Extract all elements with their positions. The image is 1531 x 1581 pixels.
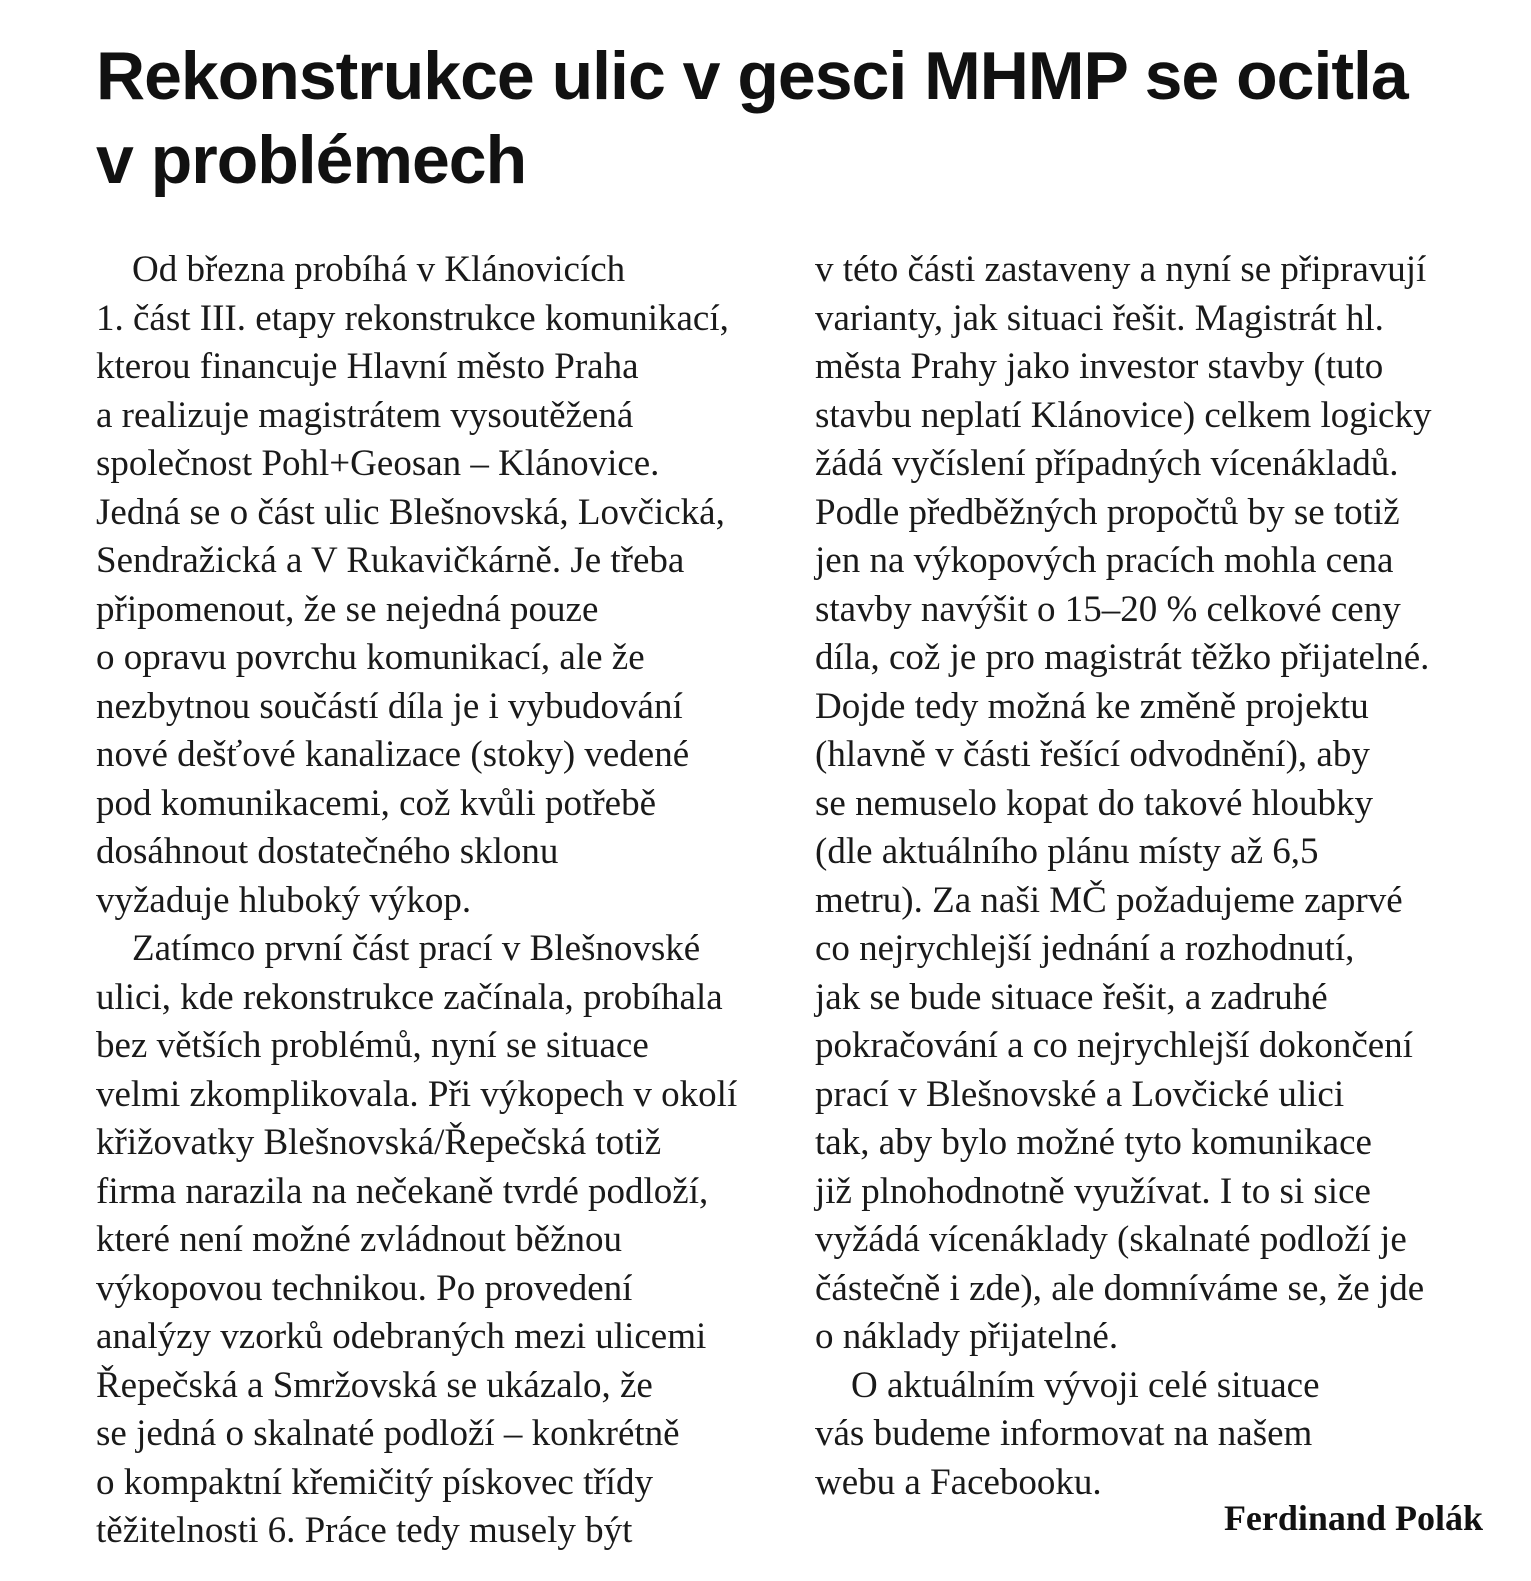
text-line: Dojde tedy možná ke změně projektu [815,685,1369,727]
text-line: které není možné zvládnout běžnou [96,1219,623,1260]
text-line: kterou financuje Hlavní město Praha [96,346,639,387]
text-line: velmi zkomplikovala. Při výkopech v okolí [96,1073,738,1115]
text-line: vyžádá vícenáklady (skalnaté podloží je [815,1219,1407,1260]
text-line: se nemuselo kopat do takové hloubky [815,782,1373,824]
text-line: Zatímco první část prací v Blešnovské [132,928,701,969]
text-line: o náklady přijatelné. [815,1316,1119,1357]
text-line: (dle aktuálního plánu místy až 6,5 [815,831,1319,872]
text-line: města Prahy jako investor stavby (tuto [815,346,1384,387]
text-line: žádá vyčíslení případných vícenákladů. [815,443,1399,484]
text-line: společnost Pohl+Geosan – Klánovice. [96,443,660,484]
text-line: o kompaktní křemičitý pískovec třídy [96,1461,653,1503]
text-line: Jedná se o část ulic Blešnovská, Lovčická, [96,491,725,533]
text-line: webu a Facebooku. [815,1461,1102,1503]
text-line: Od března probíhá v Klánovicích [132,249,626,290]
text-line: již plnohodnotně využívat. I to si sice [815,1170,1371,1212]
text-line: tak, aby bylo možné tyto komunikace [815,1122,1372,1163]
article-column-left [96,246,786,1556]
text-line: o opravu povrchu komunikací, ale že [96,637,645,678]
text-line: v této části zastaveny a nyní se připravují [815,249,1427,290]
text-line: se jedná o skalnaté podloží – konkrétně [96,1413,680,1454]
text-line: připomenout, že se nejedná pouze [96,588,599,630]
text-line: nezbytnou součástí díla je i vybudování [96,685,683,727]
article-title [96,34,1476,202]
article-column-right [815,246,1505,1507]
article-title-line: v problémech [96,122,527,198]
text-line: Řepečská a Smržovská se ukázalo, že [96,1364,653,1406]
text-line: výkopovou technikou. Po provedení [96,1267,633,1309]
text-line: ulici, kde rekonstrukce začínala, probíhala [96,976,723,1018]
text-line: Sendražická a V Rukavičkárně. Je třeba [96,540,685,581]
text-line: O aktuálním vývoji celé situace [851,1364,1320,1406]
text-line: pokračování a co nejrychlejší dokončení [815,1025,1413,1066]
text-line: metru). Za naši MČ požadujeme zaprvé [815,879,1403,921]
text-line: analýzy vzorků odebraných mezi ulicemi [96,1316,707,1357]
text-line: částečně i zde), ale domníváme se, že jde [815,1267,1425,1309]
text-line: varianty, jak situaci řešit. Magistrát hl. [815,297,1384,339]
text-line: co nejrychlejší jednání a rozhodnutí, [815,928,1355,969]
text-line: jak se bude situace řešit, a zadruhé [815,976,1328,1018]
text-line: stavby navýšit o 15–20 % celkové ceny [815,588,1401,630]
text-line: a realizuje magistrátem vysoutěžená [96,394,634,436]
text-line: bez větších problémů, nyní se situace [96,1025,649,1066]
text-line: prací v Blešnovské a Lovčické ulici [815,1073,1345,1115]
text-line: díla, což je pro magistrát těžko přijatelné. [815,637,1430,678]
text-line: vyžaduje hluboký výkop. [96,879,472,921]
text-line: Podle předběžných propočtů by se totiž [815,491,1400,533]
text-line: firma narazila na nečekaně tvrdé podloží, [96,1170,709,1212]
text-line: vás budeme informovat na našem [815,1413,1313,1454]
text-line: 1. část III. etapy rekonstrukce komunikací, [96,297,729,339]
article-author: Ferdinand Polák [1223,1498,1483,1538]
text-line: (hlavně v části řešící odvodnění), aby [815,734,1370,775]
text-line: nové dešťové kanalizace (stoky) vedené [96,734,690,775]
article-title-line: Rekonstrukce ulic v gesci MHMP se ocitla [96,38,1408,114]
text-line: těžitelnosti 6. Práce tedy musely být [96,1510,633,1551]
text-line: pod komunikacemi, což kvůli potřebě [96,782,656,824]
text-line: křižovatky Blešnovská/Řepečská totiž [96,1122,662,1163]
text-line: jen na výkopových pracích mohla cena [815,540,1394,581]
text-line: dosáhnout dostatečného sklonu [96,831,559,872]
text-line: stavbu neplatí Klánovice) celkem logicky [815,394,1432,436]
